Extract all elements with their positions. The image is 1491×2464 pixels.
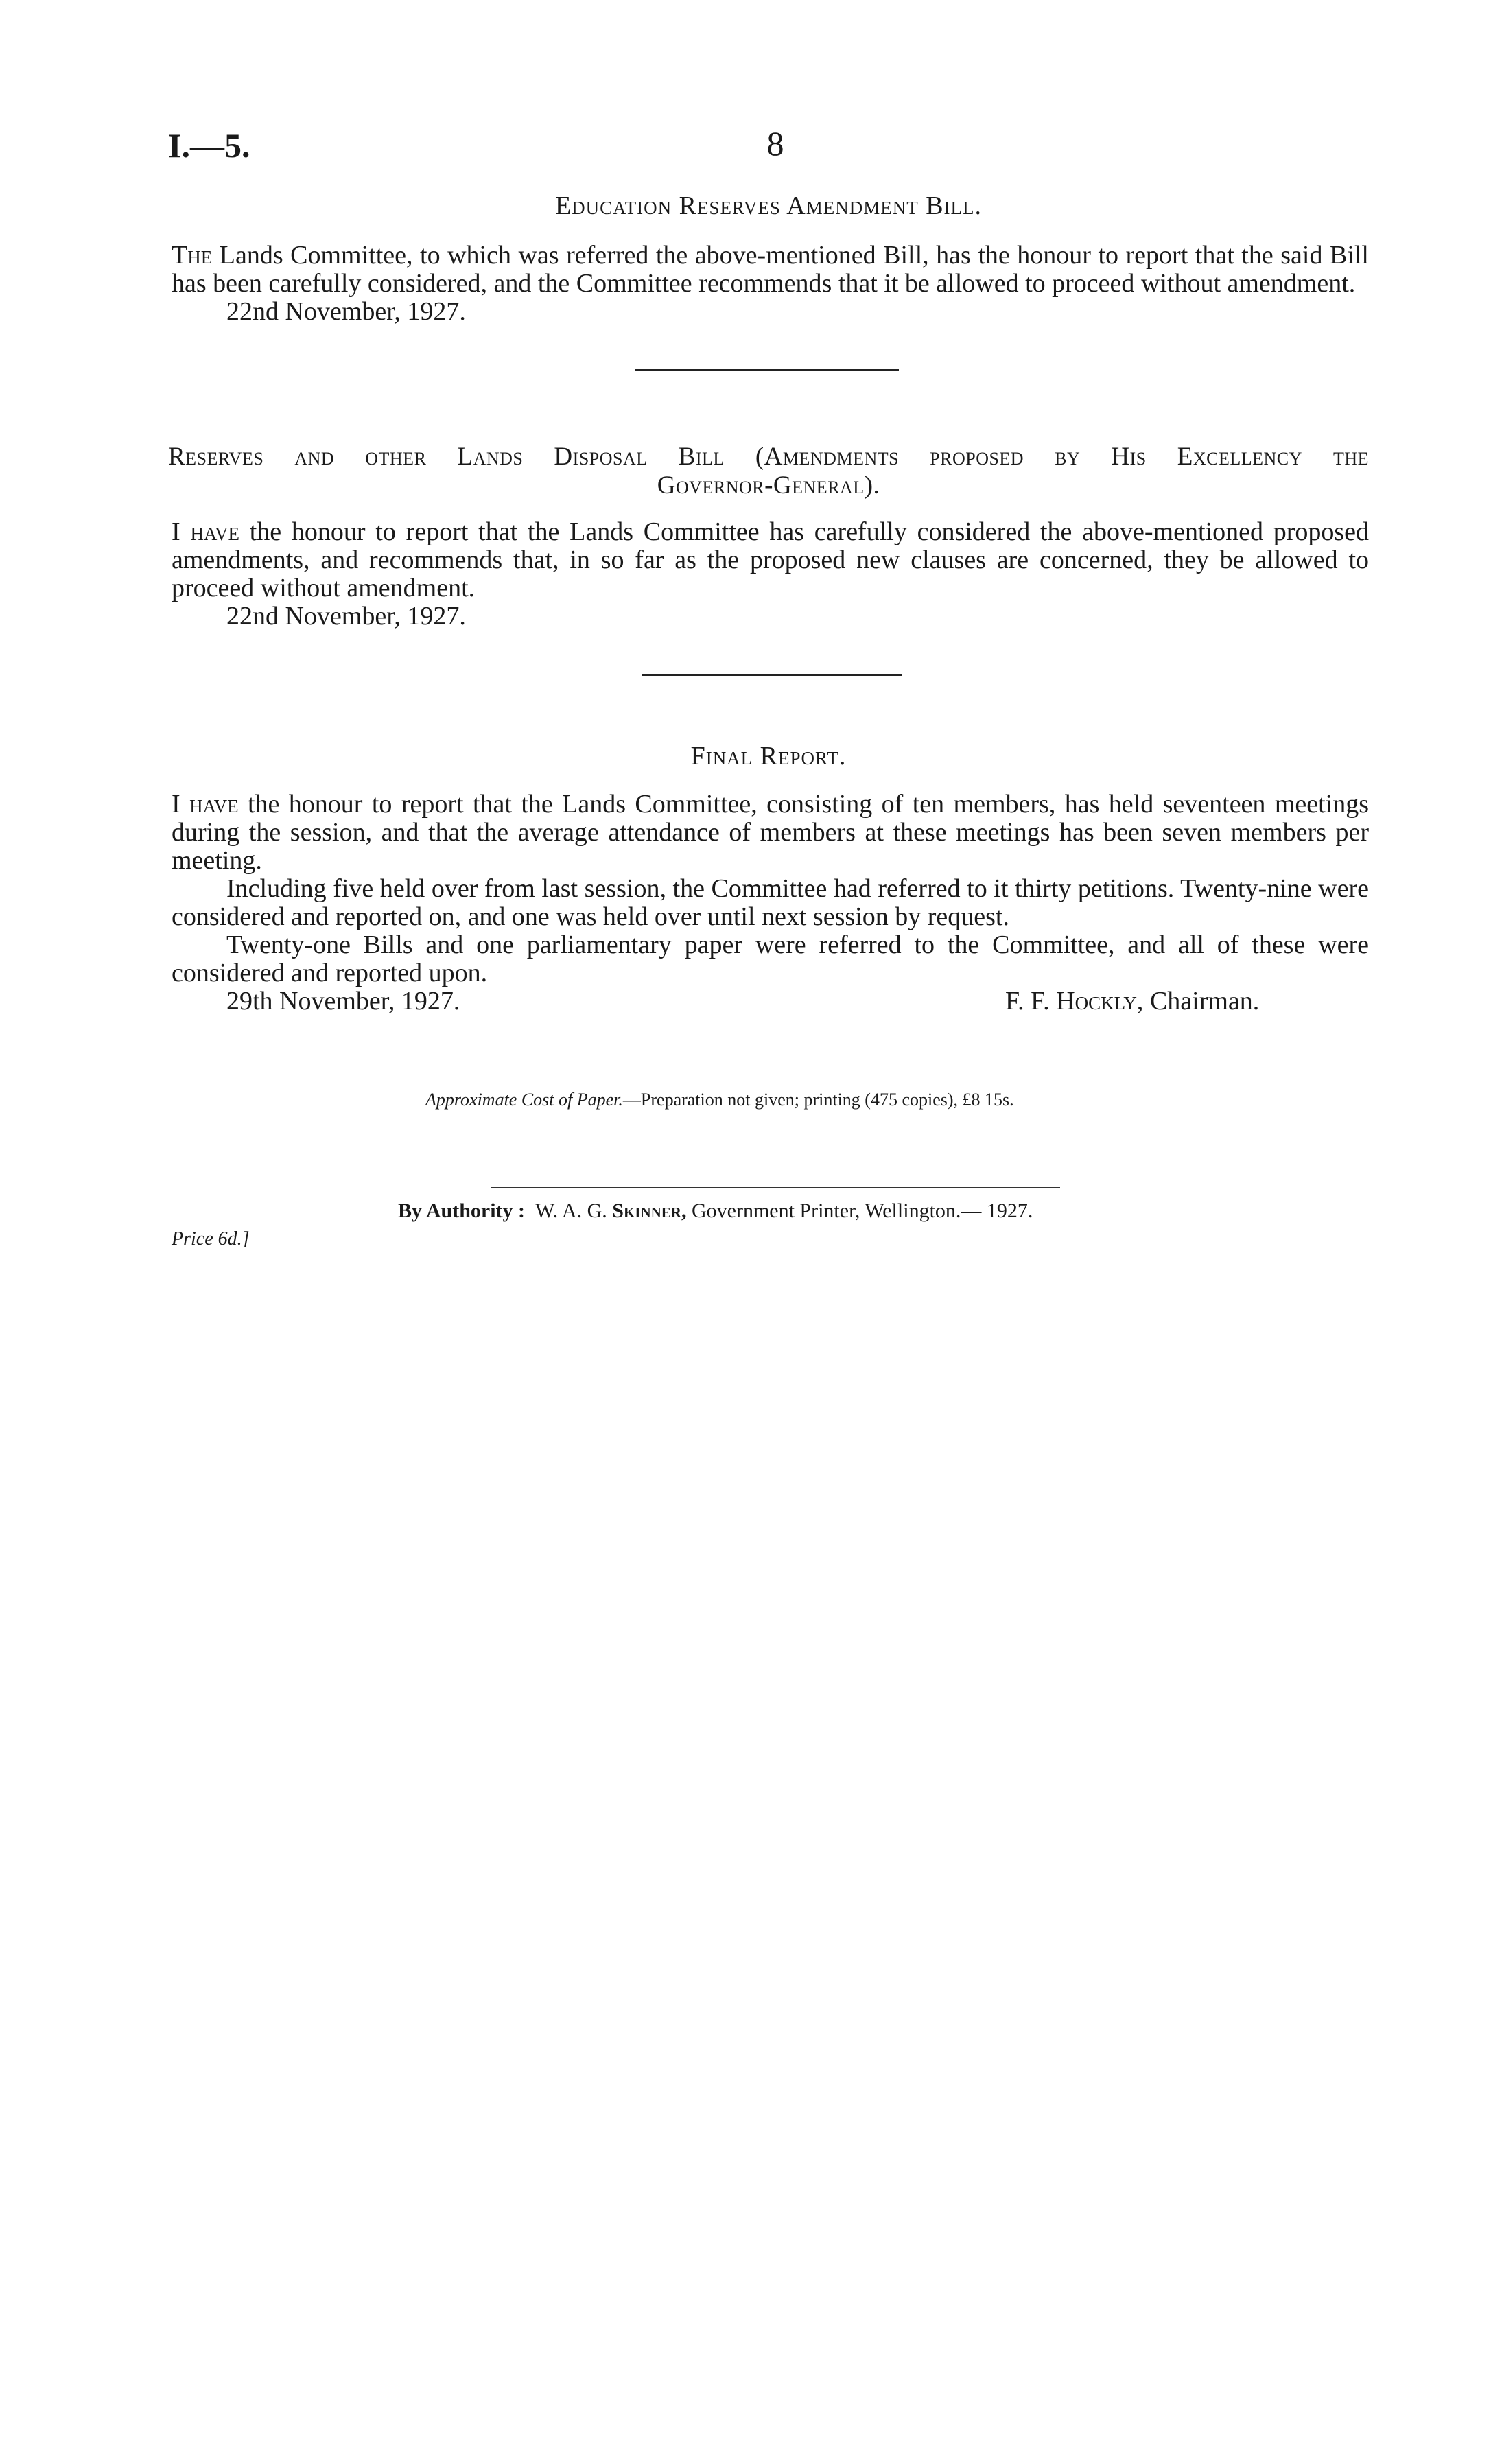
authority-initials: W. A. G. (535, 1199, 607, 1222)
section-divider (642, 674, 902, 676)
section-title-final-report: Final Report. (690, 742, 847, 771)
paragraph-text: the honour to report that the Lands Committee has carefully considered the above-mentioned proposed amendments, and recommends that, in so far as the proposed new clauses are concerned, they be allowed to proceed without amendment. (172, 517, 1370, 602)
lead-word: The (172, 241, 213, 270)
authority-surname: Skinner, (612, 1199, 687, 1222)
paper-reference: I.—5. (168, 126, 250, 165)
lead-word: I (172, 790, 180, 819)
paragraph-text: Including five held over from last session, the Committee had referred to it thirty petitions. Twenty-nine were considered and reported on, and one was held over until next session by request. (172, 874, 1369, 931)
section-title-line: Governor-General). (657, 471, 880, 500)
lead-word: have (189, 790, 239, 819)
authority-line (398, 1199, 1033, 1223)
section-title-education-reserves: Education Reserves Amendment Bill. (554, 191, 983, 220)
paragraph-text: Lands Committee, to which was referred the above-mentioned Bill, has the honour to report that the said Bill has been carefully considered, and the Committee recommends that it be allowed to proceed without amendment. (172, 241, 1369, 298)
signatory-surname: Hockly, (1056, 987, 1144, 1016)
cost-text: —Preparation not given; printing (475 copies), £8 15s. (622, 1090, 1014, 1110)
cost-of-paper (425, 1090, 1014, 1110)
authority-divider (491, 1187, 1060, 1188)
signatory-initials: F. F. (1005, 987, 1050, 1016)
section-body-final-report (172, 790, 1369, 1016)
report-date: 29th November, 1927. (226, 987, 460, 1016)
paragraph-text: Twenty-one Bills and one parliamentary paper were referred to the Committee, and all of these were considered and reported upon. (172, 930, 1369, 987)
signatory (1005, 987, 1259, 1016)
signatory-role: Chairman. (1149, 987, 1260, 1016)
section-body-reserves-lands-disposal (172, 518, 1369, 631)
page-number: 8 (766, 124, 784, 163)
section-body-education-reserves (172, 242, 1369, 326)
lead-word: I (172, 517, 180, 546)
section-title-line: Reserves and other Lands Disposal Bill (Amendments proposed by His Excellency the (168, 443, 1369, 471)
section-title-reserves-lands-disposal (168, 443, 1369, 500)
section-divider (635, 369, 899, 371)
cost-label: Approximate Cost of Paper. (425, 1090, 623, 1110)
authority-label: By Authority : (398, 1199, 526, 1222)
lead-word: have (190, 517, 239, 546)
signature-line (172, 987, 1369, 1016)
paragraph-text: the honour to report that the Lands Committee, consisting of ten members, has held seventeen meetings during the session, and that the average attendance of members at these meetings has been seven members per meeting. (172, 790, 1370, 875)
report-date: 22nd November, 1927. (226, 602, 466, 631)
price: Price 6d.] (172, 1228, 250, 1249)
report-date: 22nd November, 1927. (226, 297, 466, 326)
authority-rest: Government Printer, Wellington.— 1927. (691, 1199, 1033, 1222)
